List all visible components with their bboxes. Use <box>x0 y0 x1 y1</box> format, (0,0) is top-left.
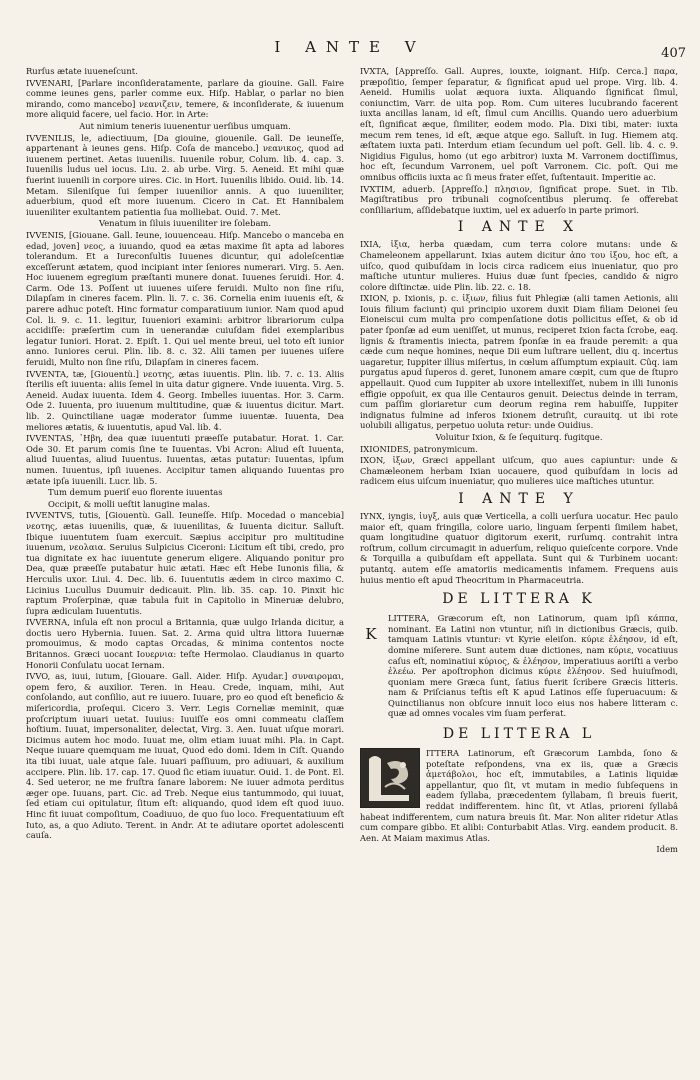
running-head: I ANTE V <box>274 38 426 56</box>
verse-quote: Tum demum pueriſ euo florente iuuentas <box>48 487 223 498</box>
entry: IVVENTA, tæ, [Giouentù.] νεοτης, ætas iuuentis. Plin. lib. 7. c. 13. Aliis ſterilis eſt iuuenta: aliis ſemel in uita datur gignere. Vnde iuuenta. Virg. 5. Aeneid. Audax iuuenta. Idem 4. Georg. Imbelles iuuentas. Hor. 3. Carm. Ode 2. Iuuenta, pro iuuenum multitudine, quæ & iuuentus dicitur. Mart. lib. 2. Quinctiliane uagæ moderator ſumme iuuentæ. Iuuenta, Dea meliores ætatis, & iuuentutis, apud Val. lib. 4. <box>26 368 344 432</box>
text-columns <box>26 66 678 1060</box>
section-heading-k: DE LITTERA K <box>442 591 596 608</box>
entry: IVVERNA, inſula eſt non procul a Britannia, quæ uulgo Irlanda dicitur, a doctis uero Hybernia. Iuuen. Sat. 2. Arma quid ultra littora Iuuernæ promouimus, & modo captas Orcadas, & minima contentos nocte Britannos. Græci uocant Ιουερνια: teſte Hermolao. Claudianus in quarto Honorii Conſulatu uocat Iernam. <box>26 617 344 670</box>
entry: IVVENARI, [Parlare inconſideratamente, parlare da giouine. Gall. Faire comme ieunes gens, parler comme eux. Hiſp. Hablar, o parlar no bien mirando, como mancebo] νεανιζειν, temere, & inconſiderate, & iuuenum more aliquid facere, uel facio. Hor. in Arte: <box>26 77 344 120</box>
entry: Rurſus ætate iuueneſcunt. <box>26 66 138 76</box>
margin-letter: K <box>365 625 377 644</box>
entry: IVVENIS, [Giouane. Gall. Ieune, iouuenceau. Hiſp. Mancebo o manceba en edad, joven] νεος, a iuuando, quod ea ætas maxime ſit apta ad labores tolerandum. Et a Iureconſultis Iuuenes dicuntur, qui adoleſcentiæ exceſſerunt ætatem, quod incipiant inter ſeniores numerari. Virg. 5. Aen. Hoc iuuenem egregium præſtanti munere donat. Iuuenes ſeruidi. Hor. 4. Carm. Ode 13. Poſſent ut iuuenes uiſere feruidi. Multo non ſine riſu, Dilapſam in cineres facem. Plin. li. 7. c. 36. Cornelia enim iuuenis eſt, & parere adhuc poteſt. Hinc formatur comparatiuum iunior. Nam quod apud Col. li. 9. c. 11. legitur, Iuueniori examini: arbitror librariorum culpa accidiſſe: præſertim cum in uenerandæ cuiuſdam fidei exemplaribus legatur Iuniori. Horat. 2. Epiſt. 1. Qui uel mente breui, uel toto eſt iunior anno. Iuniores cerui. Plin. lib. 8. c. 32. Alii tamen per iuuenes uiſere feruidi, Multo non ſine riſu, Dilapſam in cineres facem. <box>26 229 344 368</box>
entry: ITTERA Latinorum, eſt Græcorum Lambda, ſono & poteſtate reſpondens, vna ex iis, quæ a Græcis ἀμετάβολοι, hoc eſt, immutabiles, a Latinis liquidæ appellantur, quo ſit, vt mutam in medio ſubſequens in eadem ſyllaba, præcedentem ſyllabam, ſi breuis fuerit, reddat indifferentem. hinc ſit, vt Atlas, prioreni ſyllabâ habeat indifferentem, cum natura breuis ſit. Mar. Non aliter ridetur Atlas cum compare gibbo. Et alibi: Conturbabit Atlas. Virg. eandem producit. 8. Aen. At Maiam maximus Atlas. <box>360 748 678 843</box>
decorated-initial-L-icon <box>360 748 420 808</box>
left-column <box>26 66 344 1060</box>
section-heading-x: I ANTE X <box>457 219 581 236</box>
verse-quote: Occipit, & molli ueſtit lanugine malas. <box>48 498 211 509</box>
entry: LITTERA, Græcorum eſt, non Latinorum, quam ipſi κάππα, nominant. Ea Latini non vtuntur, niſi in dictionibus Græcis, quib. tamquam Latinis vtuntur: vt Kyrie eleiſon. κύριε ἐλέησον, id eſt, domine miſerere. Sunt autem duæ dictiones, nam κύριε, vocatiuus caſus eſt, nominatiui κύριος, & ἐλέησον, imperatiuus aoriſti a verbo ἐλεέω. Per apoſtrophon dicimus κύριε ἐλέησον. Sed huiuſmodi, quoniam mere Græca ſunt, ſatius fuerit ſcribere Græcis litteris. nam & Priſcianus teſtis eſt K apud Latinos eſſe ſuperuacuum: & Quinctilianus non obſcure innuit loco eius nos habere litteram c. quæ ad omnes vocales vim ſuam perferat. <box>388 613 678 719</box>
entry: IVXTIM, aduerb. [Appreſſo.] πλησιον, ſignificat prope. Suet. in Tib. Magiſtratibus pro tribunali cognoſcentibus plerumq. ſe offerebat conſiliarium, aſſidebatque iuxtim, uel ex aduerſo in parte primori. <box>360 183 678 215</box>
section-heading-l: DE LITTERA L <box>442 726 596 743</box>
entry: IVXTA, [Appreſſo. Gall. Aupres, iouxte, ioignant. Hiſp. Cerca.] παρα, præpoſitio, ſemper ſeparatur, & ſignificat apud uel prope. Virg. lib. 4. Aeneid. Humilis uolat æquora iuxta. Aliquando ſignificat ſimul, coniunctim, Varr. de uita pop. Rom. Cum uiteres lucubrando facerent iuxta ancillas lanam, id eſt, ſimul cum Ancillis. Quando uero aduerbium eſt, ſignificat æque, ſimiliter, eodem modo. Pla. Dixi tibi, mater: iuxta mecum rem tenes, id eſt, æque atque ego. Salluſt. in Iug. Hiemem atq. æſtatem iuxta pati. Interdum etiam ſecundum uel poſt. Gell. lib. 4. c. 9. Nigidius Figulus, homo (ut ego arbitror) iuxta M. Varronem doctiſſimus, hoc eſt, ſecundum Varronem, uel poſt Varronem. Cic. poſt. Qui me omnibus officiis iuxta ac ſi meus frater eſſet, ſuſtentauit. Imperitie ac. <box>360 66 678 182</box>
l-entry <box>360 748 678 856</box>
entry: IVVENTAS, ᾽Ηβη, dea quæ iuuentuti præeſſe putabatur. Horat. 1. Car. Ode 30. Et parum comis ſine te Iuuentas. Vbi Acron: Aliud eſt Iuuenta, aliud Iuuentas, aliud Iuuentus. Iuuentas, ætas putatur: Iuuentas, ipſum numen. Iuuentus, ipſi iuuenes. Accipitur tamen aliquando Iuuentas pro ætate ipſa iuuenili. Lucr. lib. 5. <box>26 433 344 486</box>
entry: IXIONIDES, patronymicum. <box>360 443 478 454</box>
entry: IVVENILIS, le, adiectiuum, [Da giouine, giouenile. Gall. De ieuneſſe, appartenant à ieunes gens. Hiſp. Coſa de mancebo.] νεανικος, quod ad iuuenem pertinet. Aetas iuuenilis. Iuuenile robur, Colum. lib. 4. cap. 3. Iuuenilis ludus uel iocus. Liu. 2. ab urbe. Virg. 5. Aeneid. Et mihi quæ fuerint iuuenili in corpore uires. Cic. in Hort. Iuuenilis libido. Ouid. lib. 14. Metam. Sileniſque ſui ſemper iuuenilior annis. A quo iuueniliter, aduerbium, quod eſt more iuuenum. Cicero in Cat. Et Hannibalem iuueniliter exultantem patientia ſua molliebat. Ouid. 7. Met. <box>26 132 344 217</box>
entry: IXON, ἰξων, Græci appellant uiſcum, quo aues capiuntur: unde & Chamæleonem herbam Ixian uocauere, quod quibuſdam in locis ad radicem eius uiſcum inueniatur, quo mulieres uice maſtiches utuntur. <box>360 455 678 487</box>
right-column <box>360 66 678 1060</box>
entry: IVVENTVS, tutis, [Giouentù. Gall. Ieuneſſe. Hiſp. Mocedad o mancebia] νεοτης, ætas iuuenilis, quæ, & iuuenilitas, & Iuuenta dicitur. Salluſt. Ibique iuuentutem ſuam exercuit. Sæpius accipitur pro multitudine iuuenum, νεολαια. Seruius Sulpicius Ciceroni: Licitum eſt tibi, credo, pro tua dignitate ex hac iuuentute generum eligere. Aliquando ponitur pro Dea, quæ præeſſe putabatur huic ætati. Hæc eſt Hebe Iunonis filia, & Herculis uxor. Liui. 4. Dec. lib. 6. Iuuentutis ædem in circo maximo C. Licinius Lucullus Duumuir dedicauit. Plin. lib. 35. cap. 10. Pinxit hic raptum Proſerpinæ, quæ tabula fuit in Capitolio in Mineruæ delubro, ſupra ædiculam Iuuentutis. <box>26 510 344 616</box>
section-heading-y: I ANTE Y <box>458 490 580 507</box>
verse-quote: Aut nimium teneris iuuenentur uerſibus umquam. <box>79 120 291 131</box>
page-number: 407 <box>661 46 686 61</box>
entry: IVVO, as, iuui, iutum, [Giouare. Gall. Aider. Hiſp. Ayudar.] συναιρομαι, opem fero, & auxilior. Teren. in Heau. Crede, inquam, mihi, Aut conſolando, aut conſilio, aut re iuuero. Iuuare, pro eo quod eſt beneficio & miſericordia, proſequi. Cicero 3. Verr. Legis Corneliæ meminit, quæ proſcriptum iuuari uetat. Iuuius: Iuuiſſe eos omni commeatu claſſem hoſtium. Iuuat, impersonaliter, delectat, Virg. 3. Aen. Iuuat uſque morari. Dicimus autem hoc modo. Iuuat me, olim etiam iuuat mihi. Pla. in Capt. Neque iuuare quemquam me iuuat, Quod edo domi. Idem in Ciſt. Quando ita tibi iuuat, uale atque ſale. Iuuari paſſiuum, pro adiuuari, & auxilium accipere. Plin. lib. 17. cap. 17. Quod ſic etiam iuuatur. Ouid. 1. de Pont. El. 4. Sed ueteror, ne me fruſtra ſanare laborem: Ne iuuer admota perditus æger ope. Iuuans, part. Cic. ad Treb. Neque eius tantummodo, qui iuuat, ſed etiam cui opitulatur, ſitum eſt: aliquando, quod idem eſt quod iuuo. Hinc fit iuuat compoſitum, Coadiuuo, de quo ſuo loco. Frequentatiuum eſt Iuto, as, a quo Adiuto. Terent. in Andr. At te adiutare oportet adolescenti cauſa. <box>26 671 344 841</box>
catchword: Idem <box>656 844 678 855</box>
k-entry <box>360 613 678 720</box>
entry: IXIA, ἰξια, herba quædam, cum terra colore mutans: unde & Chameleonem appellarunt. Ixias autem dicitur ἀπο του ἰξου, hoc eſt, a uiſco, quod quibuſdam in locis circa radicem eius inueniatur, quo pro maſtiche utuntur mulieres. Huius duæ ſunt ſpecies, candido & nigro colore diſtinctæ. uide Plin. lib. 22. c. 18. <box>360 239 678 292</box>
entry: IYNX, iyngis, ἰυγξ, auis quæ Verticella, a colli uerſura uocatur. Hec paulo maior eſt, quam fringilla, colore uario, linguam ſerpenti ſimilem habet, quam longitudine quatuor digitorum exerit, rurſumq. contrahit intra roſtrum, collum circumagit in aduerſum, reliquo quieſcente corpore. Vnde & Torquilla a quibuſdam eſt appellata. Sunt qui & Turbinem uocant: putantq. autem eſſe amatoriis medicamentis infamem. Frequens auis huius mentio eſt apud Theocritum in Pharmaceutria. <box>360 510 678 585</box>
verse-quote: Voluitur Ixion, & ſe ſequiturq. fugitque. <box>435 432 603 442</box>
verse-quote: Venatum in ſiluis iuueniliter ire ſolebam. <box>98 218 272 229</box>
entry: IXION, p. Ixionis, p. c. ἰξιων, filius fuit Phlegiæ (alii tamen Aetionis, alii Iouis filium faciunt) qui principio uxorem duxit Diam filiam Deionei ſeu Eioneiscui cum multa pro compenſatione dotis pollicitus eſſet, & ob id pater ſponſæ ad eum ueniſſet, ut munus, reciperet Ixion facta ſcrobe, eaq. lignis & ſtramentis iniecta, patrem ſponſæ in ea fraude peremit: a qua cæde cum neque homines, neque Dii eum luſtrare uellent, diu q. incertus uagaretur, Iuppiter illius miſertus, in cœlum aſſumptum expiauit. Cûq. iam purgatus apud ſuperos d. geret, Iunonem amare cœpit, cum que de ſtupro appellauit. Quod cum Iuppiter ab uxore intellexiſſet, nubem in illi Iunonis effigie oppoſuit, ex qua ille Centauros genuit. Deiectus deinde in terram, cum paſſim gloriaretur cum deorum regina rem habuiſſe, Iuppiter indignatus fulmine ad inferos Ixionem detruſit, curauitq. ut ibi rote uolubili alligatus, perpetuo uoluta retur: unde Ouidius. <box>360 293 678 431</box>
